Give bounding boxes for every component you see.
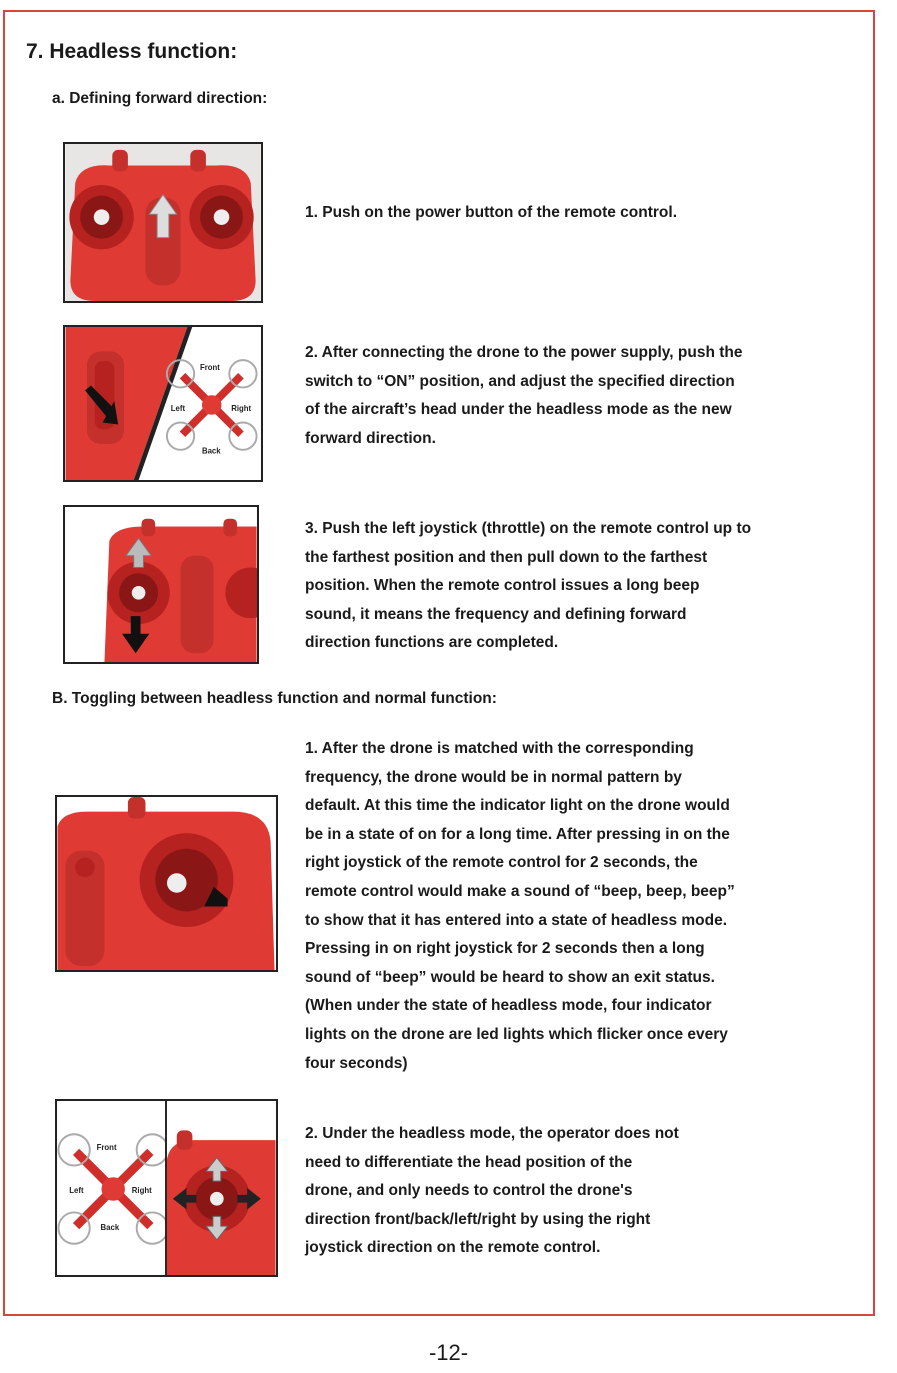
drone-label-right: Right xyxy=(231,403,252,413)
page-title: 7. Headless function: xyxy=(26,40,238,63)
drone-label-back: Back xyxy=(201,446,221,456)
throttle-joystick-image xyxy=(63,505,259,664)
remote-power-image xyxy=(63,142,263,303)
drone-label-left: Left xyxy=(170,403,186,413)
drone-label-left-b: Left xyxy=(69,1185,84,1195)
drone-label-front-b: Front xyxy=(96,1142,117,1152)
drone-label-front: Front xyxy=(200,362,220,372)
step-a1-text: 1. Push on the power button of the remote control. xyxy=(305,204,677,221)
page-number: -12- xyxy=(428,1340,469,1365)
section-a-heading: a. Defining forward direction: xyxy=(52,90,268,107)
step-a3-text: 3. Push the left joystick (throttle) on the remote control up to the farthest position and then pull down to the farthest position. When the remote control issues a long beep sound, it means the frequency and defining forward direction functions are completed. xyxy=(305,520,752,652)
press-right-joystick-image xyxy=(55,795,278,972)
headless-direction-image xyxy=(55,1099,278,1277)
step-b1-text: 1. After the drone is matched with the corresponding frequency, the drone would be in normal pattern by default. At this time the indicator light on the drone would be in a state of on for a long time. After pressing in on the right joystick of the remote control for 2 seconds, the remote control would make a sound of “beep, beep, beep” to show that it has entered into a state of headless mode. Pressing in on right joystick for 2 seconds then a long sound of “beep” would be heard to show an exit status. (When under the state of headless mode, four indicator lights on the drone are led lights which flicker once every four seconds) xyxy=(305,740,735,1072)
step-b2-text: 2. Under the headless mode, the operator does not need to differentiate the head position of the drone, and only needs to control the drone's direction front/back/left/right by using the right joystick direction on the remote control. xyxy=(305,1125,679,1257)
step-a2-text: 2. After connecting the drone to the power supply, push the switch to “ON” position, and adjust the specified direction of the aircraft’s head under the headless mode as the new forward direction. xyxy=(305,344,743,447)
switch-drone-image xyxy=(63,325,263,482)
section-b-heading: B. Toggling between headless function and normal function: xyxy=(52,690,497,707)
drone-label-back-b: Back xyxy=(100,1223,120,1233)
drone-label-right-b: Right xyxy=(131,1185,152,1195)
